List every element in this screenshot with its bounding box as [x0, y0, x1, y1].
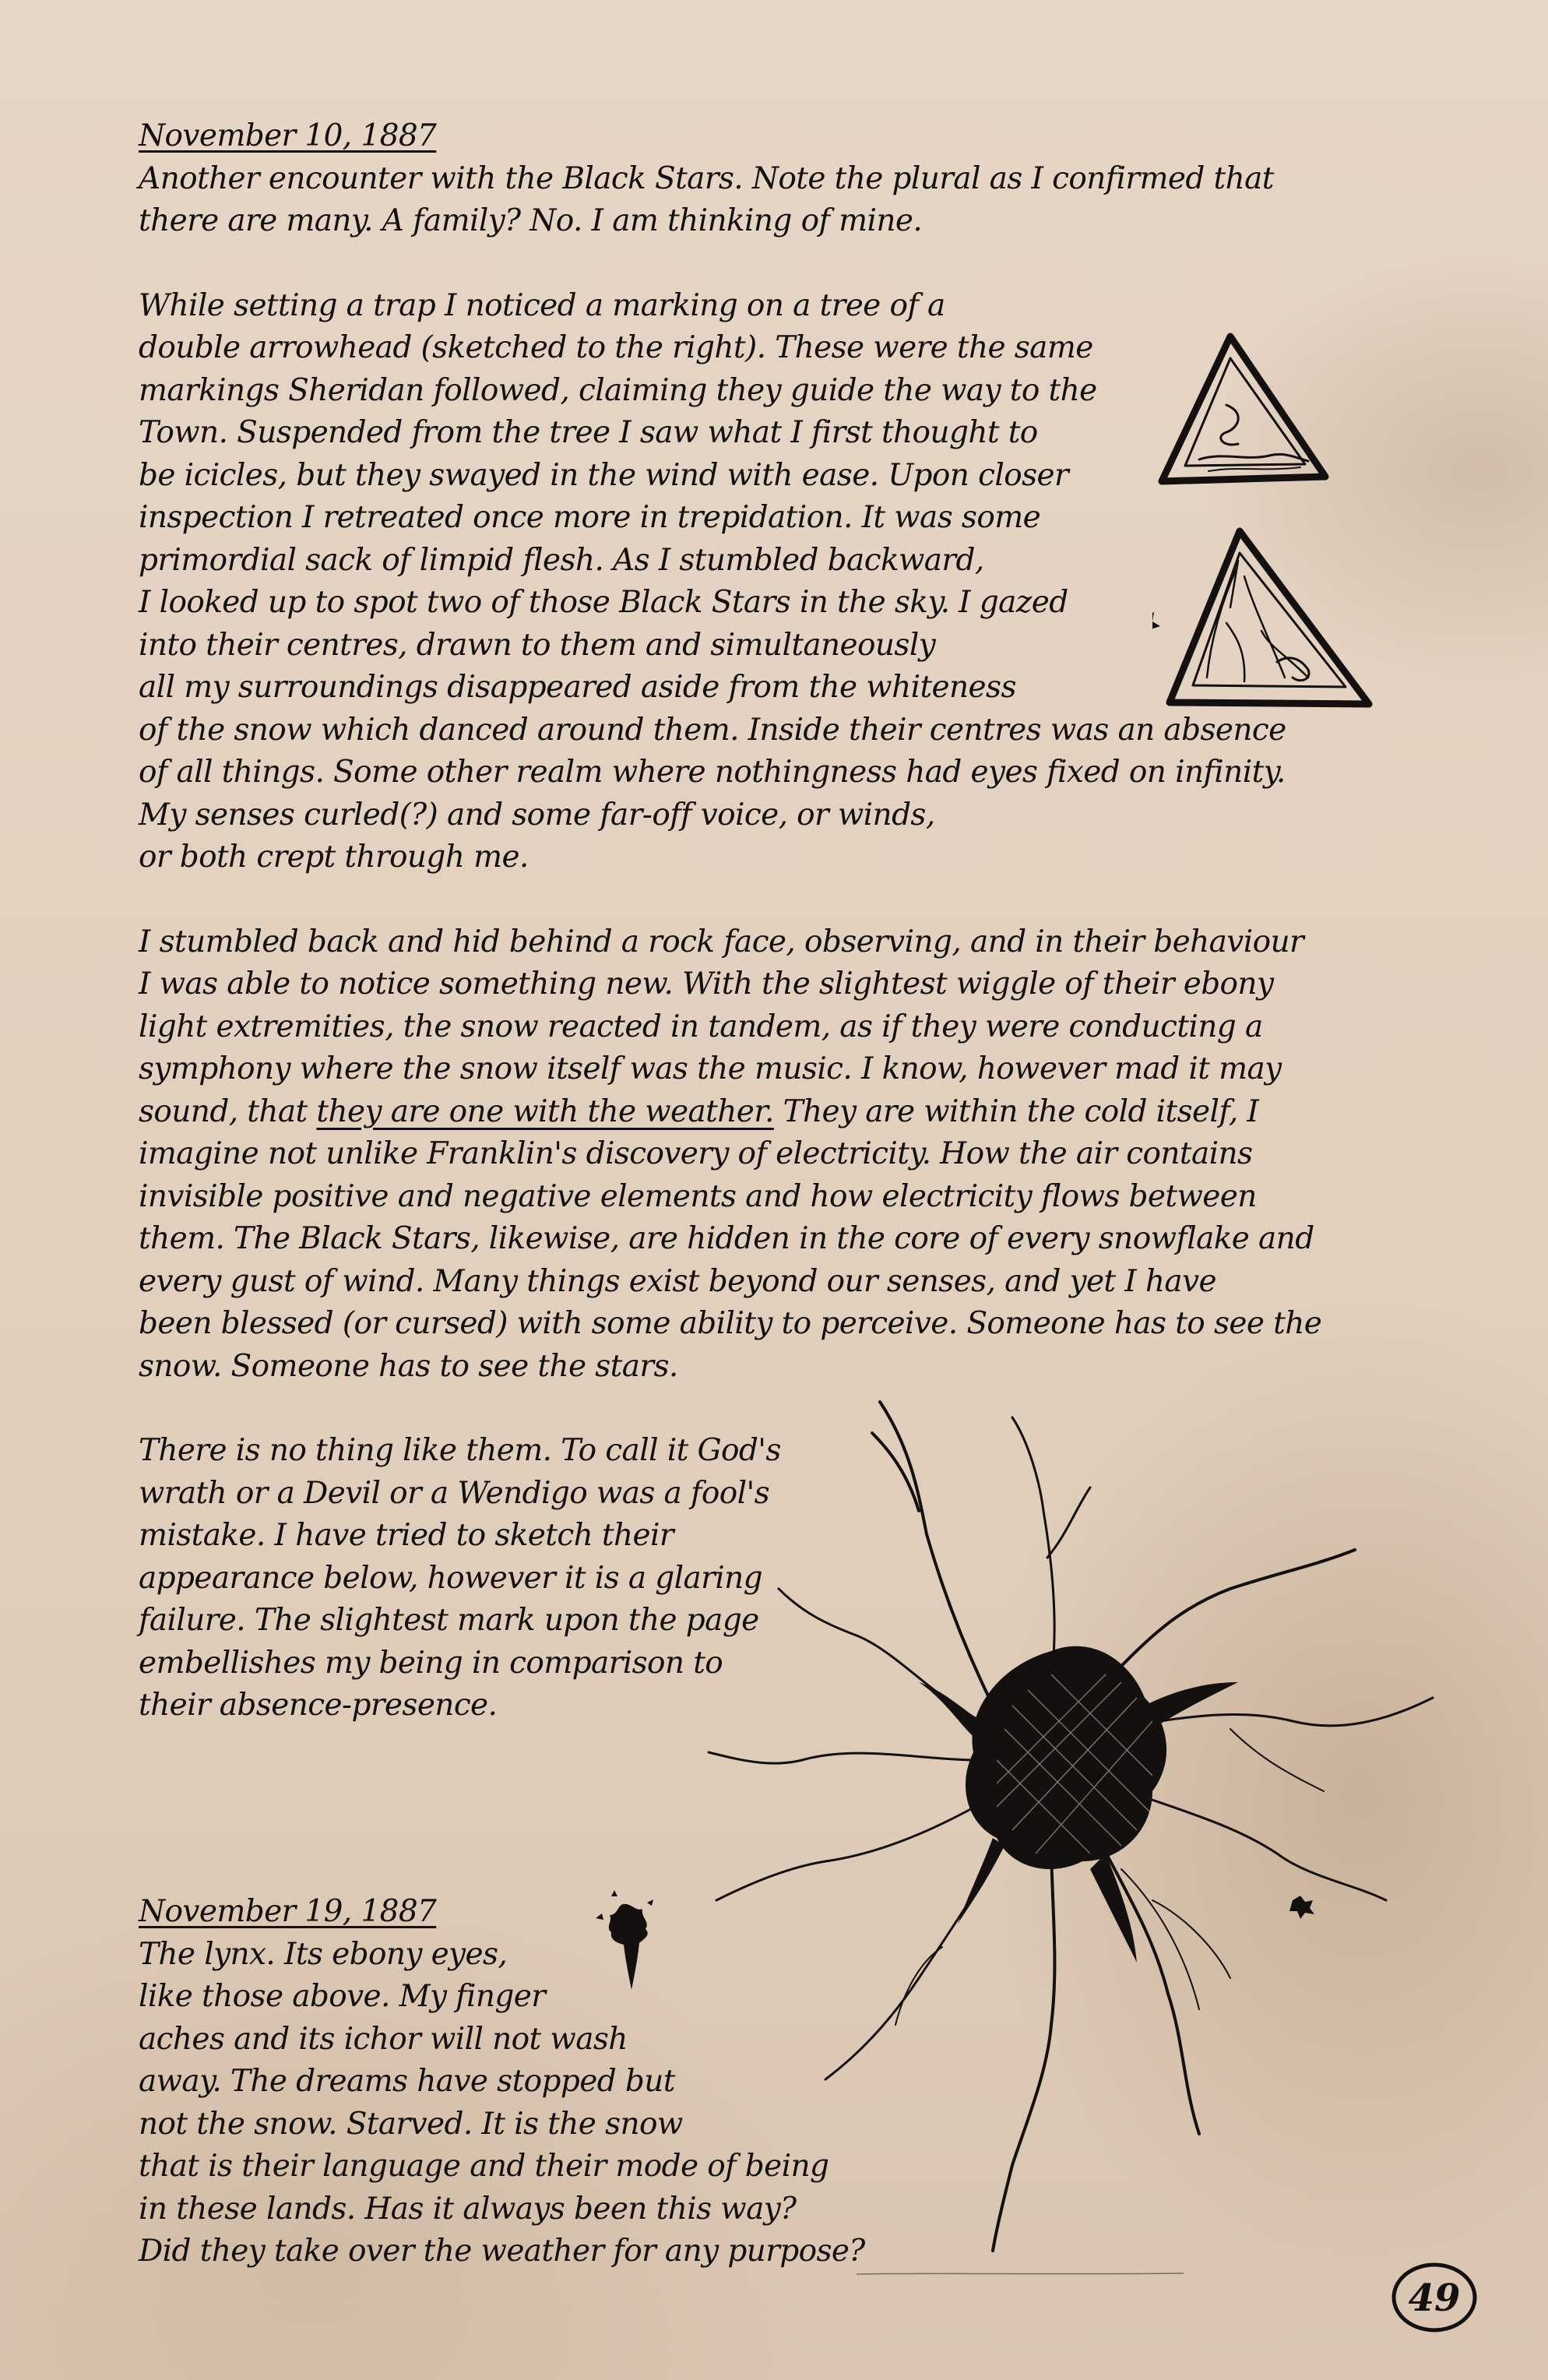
text-line: not the snow. Starved. It is the snow	[139, 2106, 683, 2142]
text-line: snow. Someone has to see the stars.	[139, 1348, 678, 1384]
text-line: appearance below, however it is a glaring	[139, 1560, 762, 1596]
text-line: wrath or a Devil or a Wendigo was a fool's	[139, 1475, 770, 1511]
text-line: I stumbled back and hid behind a rock face, observing, and in their behaviour	[139, 924, 1304, 959]
text-line: all my surroundings disappeared aside from the whiteness	[139, 670, 1016, 705]
text-fragment: They are within the cold itself, I	[773, 1093, 1259, 1129]
text-line: or both crept through me.	[139, 840, 529, 875]
text-line: their absence-presence.	[139, 1688, 498, 1723]
entry-date: November 10, 1887	[139, 118, 437, 153]
text-line: in these lands. Has it always been this way?	[139, 2191, 797, 2227]
text-line: There is no thing like them. To call it God's	[139, 1433, 781, 1468]
underlined-phrase: they are one with the weather.	[316, 1093, 774, 1129]
text-line: invisible positive and negative elements and how electricity flows between	[139, 1178, 1257, 1214]
text-line: of the snow which danced around them. Inside their centres was an absence	[139, 712, 1286, 748]
text-line: there are many. A family? No. I am thinking of mine.	[139, 203, 923, 238]
text-line: light extremities, the snow reacted in tandem, as if they were conducting a	[139, 1009, 1263, 1044]
text-line: be icicles, but they swayed in the wind with ease. Upon closer	[139, 457, 1069, 493]
text-line: Town. Suspended from the tree I saw what I first thought to	[139, 415, 1038, 450]
text-line: into their centres, drawn to them and simultaneously	[139, 627, 936, 663]
text-line: symphony where the snow itself was the music. I know, however mad it may	[139, 1051, 1282, 1086]
text-line: embellishes my being in comparison to	[139, 1645, 723, 1681]
black-star-sketch-icon	[685, 1355, 1464, 2259]
divider-line	[857, 2270, 1184, 2278]
double-arrowhead-sketch-icon	[1152, 327, 1386, 716]
text-line: I looked up to spot two of those Black Stars in the sky. I gazed	[139, 585, 1068, 620]
text-line: Another encounter with the Black Stars. Note the plural as I confirmed that	[139, 160, 1274, 196]
text-line: I was able to notice something new. With the slightest wiggle of their ebony	[139, 966, 1274, 1002]
text-line: like those above. My finger	[139, 1979, 546, 2014]
text-line: primordial sack of limpid flesh. As I stumbled backward,	[139, 542, 984, 578]
text-line: aches and its ichor will not wash	[139, 2021, 628, 2057]
text-line: markings Sheridan followed, claiming they guide the way to the	[139, 372, 1097, 408]
text-line: The lynx. Its ebony eyes,	[139, 1936, 508, 1972]
ink-blot-icon	[588, 1889, 666, 2005]
text-line: double arrowhead (sketched to the right). These were the same	[139, 330, 1093, 365]
text-line: Did they take over the weather for any purpose?	[139, 2234, 865, 2269]
text-line: away. The dreams have stopped but	[139, 2064, 675, 2099]
text-fragment: sound, that	[139, 1093, 317, 1129]
text-line: While setting a trap I noticed a marking on a tree of a	[139, 287, 945, 323]
page-number: 49	[1408, 2276, 1461, 2320]
text-line: every gust of wind. Many things exist beyond our senses, and yet I have	[139, 1263, 1216, 1299]
text-line: of all things. Some other realm where nothingness had eyes fixed on infinity.	[139, 755, 1286, 790]
text-line: them. The Black Stars, likewise, are hidden in the core of every snowflake and	[139, 1221, 1314, 1256]
text-line: mistake. I have tried to sketch their	[139, 1518, 674, 1553]
text-line: that is their language and their mode of being	[139, 2149, 829, 2184]
text-line: failure. The slightest mark upon the page	[139, 1603, 759, 1638]
page-number-seal-icon	[1386, 2255, 1487, 2340]
text-line: imagine not unlike Franklin's discovery of electricity. How the air contains	[139, 1136, 1253, 1171]
entry-date: November 19, 1887	[139, 1894, 437, 1929]
text-line-with-emphasis	[139, 1091, 1377, 1134]
text-line: been blessed (or cursed) with some ability to perceive. Someone has to see the	[139, 1306, 1322, 1341]
text-line: My senses curled(?) and some far-off voice, or winds,	[139, 797, 935, 833]
text-line: inspection I retreated once more in trepidation. It was some	[139, 500, 1041, 535]
